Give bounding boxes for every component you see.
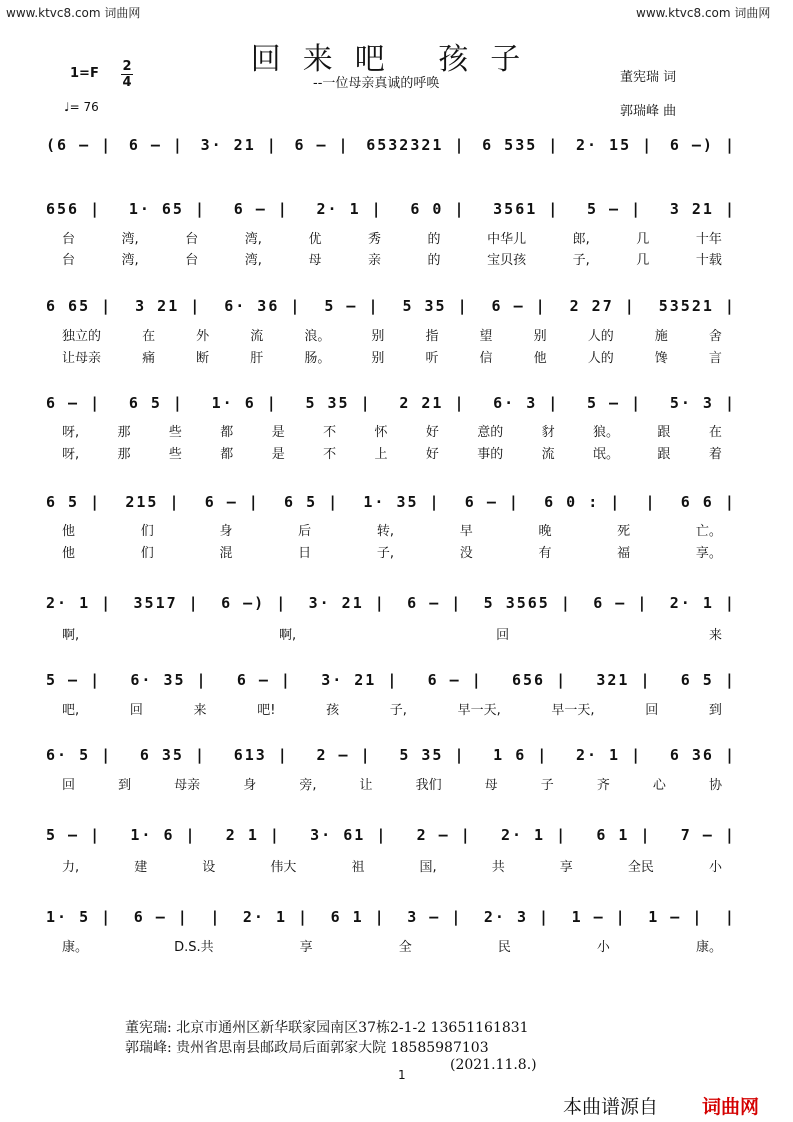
measure: 7 — | <box>680 826 736 844</box>
lyric-syllable: 望 <box>479 329 493 344</box>
measure: 6 — | <box>128 136 184 154</box>
lyric-syllable: 早一天, <box>551 703 595 718</box>
system-9 <box>46 822 736 848</box>
lyric-syllable: 在 <box>142 329 156 344</box>
system-lyrics-verse2 <box>62 347 722 366</box>
lyric-syllable: 亲 <box>367 253 381 268</box>
lyric-syllable: 吧, <box>62 703 80 718</box>
brand-logo: 词曲网 <box>702 1096 760 1118</box>
lyric-syllable: 些 <box>168 447 182 462</box>
system-notes <box>46 489 736 515</box>
measure: 6· 36 | <box>224 297 302 315</box>
system-lyrics-verse1 <box>62 624 722 643</box>
lyric-syllable: 子, <box>389 703 407 718</box>
lyric-syllable: 母 <box>308 253 322 268</box>
lyric-syllable: 母 <box>484 778 498 793</box>
measure: 6 — | <box>464 493 520 511</box>
page-number: 1 <box>398 1068 406 1082</box>
lyric-syllable: 啊, <box>62 628 80 643</box>
song-title: 回来吧 孩子 <box>250 42 543 77</box>
lyric-syllable: 是 <box>271 425 285 440</box>
lyric-syllable: 别 <box>533 329 547 344</box>
system-lyrics-verse1 <box>62 936 722 955</box>
lyric-syllable: 伟大 <box>270 860 297 875</box>
measure: 5 — | <box>324 297 380 315</box>
system-notes <box>46 667 736 693</box>
system-lyrics-verse1 <box>62 856 722 875</box>
lyric-syllable: 转, <box>376 524 395 539</box>
measure: 2 — | <box>416 826 472 844</box>
lyric-syllable: 力, <box>62 860 80 875</box>
lyricist-credit: 董宪瑞 词 <box>620 70 677 85</box>
measure: 6532321 | <box>366 136 466 154</box>
lyric-syllable: 回 <box>129 703 143 718</box>
lyric-syllable: 子, <box>572 253 590 268</box>
system-lyrics-verse2 <box>62 249 722 268</box>
measure: 5 3565 | <box>483 594 572 612</box>
lyric-syllable: 那 <box>117 425 131 440</box>
measure: 6 5 | <box>46 493 102 511</box>
lyric-syllable: 浪。 <box>304 329 331 344</box>
measure: 5 35 | <box>305 394 372 412</box>
measure: 53521 | <box>658 297 736 315</box>
measure: 1· 5 | <box>46 908 113 926</box>
measure: 6 6 | <box>680 493 736 511</box>
lyric-syllable: 台 <box>185 253 199 268</box>
footer-contact-composer: 郭瑞峰: 贵州省思南县邮政局后面郭家大院 18585987103 <box>125 1040 489 1056</box>
lyric-syllable: 施 <box>654 329 668 344</box>
measure: 2· 1 | <box>46 594 113 612</box>
lyric-syllable: 中华儿 <box>487 232 527 247</box>
lyric-syllable: 十年 <box>695 232 722 247</box>
lyric-syllable: 那 <box>117 447 131 462</box>
measure: 613 | <box>233 746 289 764</box>
measure: 3· 21 | <box>308 594 386 612</box>
lyric-syllable: 到 <box>708 703 722 718</box>
lyric-syllable: 几 <box>636 232 650 247</box>
lyric-syllable: 全 <box>398 940 412 955</box>
lyric-syllable: 后 <box>298 524 312 539</box>
measure: 5· 3 | <box>669 394 736 412</box>
lyric-syllable: 他 <box>533 351 547 366</box>
measure: 6 36 | <box>669 746 736 764</box>
lyric-syllable: 回 <box>496 628 510 643</box>
measure: 1· 35 | <box>363 493 441 511</box>
song-subtitle: --一位母亲真诚的呼唤 <box>313 76 440 91</box>
lyric-syllable: 吧! <box>257 703 276 718</box>
lyric-syllable: 的 <box>427 232 441 247</box>
lyric-syllable: 他 <box>62 546 76 561</box>
lyric-syllable: 们 <box>140 546 154 561</box>
lyric-syllable: 康。 <box>695 940 722 955</box>
system-6 <box>46 590 736 616</box>
measure: 6 0 : | <box>544 493 622 511</box>
measure: 6 0 | <box>410 200 466 218</box>
lyric-syllable: 祖 <box>351 860 365 875</box>
measure: 2· 1 | <box>669 594 736 612</box>
lyric-syllable: 豺 <box>541 425 555 440</box>
system-lyrics-verse1 <box>62 421 722 440</box>
measure: 2 — | <box>316 746 372 764</box>
lyric-syllable: 不 <box>323 425 337 440</box>
lyric-syllable: 们 <box>140 524 154 539</box>
lyric-syllable: 肝 <box>250 351 264 366</box>
system-5 <box>46 489 736 515</box>
lyric-syllable: 是 <box>271 447 285 462</box>
lyric-syllable: 事的 <box>477 447 504 462</box>
system-notes <box>46 590 736 616</box>
lyric-syllable: 子 <box>540 778 554 793</box>
measure: 5 35 | <box>402 297 469 315</box>
lyric-syllable: 有 <box>538 546 552 561</box>
measure: | <box>210 908 222 926</box>
system-notes <box>46 822 736 848</box>
lyric-syllable: 身 <box>219 524 233 539</box>
lyric-syllable: 没 <box>459 546 473 561</box>
lyric-syllable: 怀 <box>374 425 388 440</box>
lyric-syllable: 几 <box>636 253 650 268</box>
lyric-syllable: D.S.共 <box>174 940 214 955</box>
system-notes <box>46 390 736 416</box>
measure: 5 — | <box>587 394 643 412</box>
measure: 1· 6 | <box>130 826 197 844</box>
measure: 2· 1 | <box>316 200 383 218</box>
lyric-syllable: 享 <box>559 860 573 875</box>
lyric-syllable: 国, <box>419 860 437 875</box>
measure: 5 35 | <box>399 746 466 764</box>
time-sig-bottom: 4 <box>122 75 132 90</box>
lyric-syllable: 子, <box>376 546 395 561</box>
measure: 2· 1 | <box>500 826 568 844</box>
lyric-syllable: 优 <box>308 232 322 247</box>
lyric-syllable: 啊, <box>279 628 297 643</box>
lyric-syllable: 呀, <box>62 447 80 462</box>
measure: 2 27 | <box>569 297 636 315</box>
tempo-marking: ♩= 76 <box>64 100 99 114</box>
measure: 3· 61 | <box>310 826 388 844</box>
measure: 3 21 | <box>135 297 202 315</box>
measure: 6 — | <box>407 594 463 612</box>
lyric-syllable: 都 <box>220 425 234 440</box>
lyric-syllable: 狼。 <box>593 425 620 440</box>
lyric-syllable: 湾, <box>244 253 262 268</box>
lyric-syllable: 肠。 <box>304 351 331 366</box>
lyric-syllable: 的 <box>427 253 441 268</box>
lyric-syllable: 亡。 <box>695 524 722 539</box>
lyric-syllable: 心 <box>652 778 666 793</box>
lyric-syllable: 回 <box>62 778 76 793</box>
lyric-syllable: 小 <box>596 940 610 955</box>
measure: 656 | <box>512 671 568 689</box>
system-7 <box>46 667 736 693</box>
measure: 6 5 | <box>128 394 184 412</box>
measure: 3· 21 | <box>200 136 278 154</box>
source-label: 本曲谱源自 <box>563 1096 659 1118</box>
key-signature: 1=F <box>70 66 99 81</box>
lyric-syllable: 母亲 <box>174 778 201 793</box>
lyric-syllable: 郎, <box>572 232 590 247</box>
system-1 <box>46 132 736 158</box>
lyric-syllable: 别 <box>371 329 385 344</box>
measure: 6 535 | <box>482 136 560 154</box>
measure: 6 — | <box>233 200 289 218</box>
lyric-syllable: 上 <box>374 447 388 462</box>
watermark-left: www.ktvc8.com 词曲网 <box>6 6 141 20</box>
system-2 <box>46 196 736 222</box>
lyric-syllable: 全民 <box>627 860 654 875</box>
measure: 2· 1 | <box>242 908 310 926</box>
lyric-syllable: 言 <box>708 351 722 366</box>
measure: 1 — | <box>648 908 704 926</box>
lyric-syllable: 指 <box>425 329 439 344</box>
lyric-syllable: 早 <box>459 524 473 539</box>
lyric-syllable: 断 <box>196 351 210 366</box>
system-lyrics-verse2 <box>62 443 722 462</box>
measure: 2· 1 | <box>575 746 643 764</box>
lyric-syllable: 他 <box>62 524 76 539</box>
measure: 5 — | <box>587 200 643 218</box>
lyric-syllable: 台 <box>62 232 76 247</box>
measure: 2· 15 | <box>575 136 654 154</box>
system-10 <box>46 904 736 930</box>
measure: 321 | <box>596 671 652 689</box>
measure: 6 —) | <box>669 136 736 154</box>
measure: 6 — | <box>236 671 292 689</box>
measure: | <box>645 493 657 511</box>
lyric-syllable: 到 <box>118 778 132 793</box>
measure: 6 — | <box>593 594 649 612</box>
measure: | <box>724 908 736 926</box>
measure: (6 — | <box>46 136 113 154</box>
lyric-syllable: 痛 <box>142 351 156 366</box>
measure: 215 | <box>125 493 181 511</box>
measure: 6 35 | <box>139 746 207 764</box>
measure: 3517 | <box>133 594 200 612</box>
lyric-syllable: 湾, <box>244 232 262 247</box>
measure: 6 — | <box>294 136 350 154</box>
lyric-syllable: 好 <box>425 425 439 440</box>
measure: 2 1 | <box>225 826 281 844</box>
lyric-syllable: 外 <box>196 329 210 344</box>
measure: 5 — | <box>46 826 102 844</box>
time-sig-top: 2 <box>122 59 132 74</box>
lyric-syllable: 都 <box>220 447 234 462</box>
measure: 6· 35 | <box>130 671 208 689</box>
lyric-syllable: 来 <box>193 703 207 718</box>
measure: 3· 21 | <box>321 671 399 689</box>
lyric-syllable: 齐 <box>596 778 610 793</box>
system-notes <box>46 132 736 158</box>
system-8 <box>46 742 736 768</box>
lyric-syllable: 氓。 <box>593 447 620 462</box>
measure: 2· 3 | <box>483 908 551 926</box>
lyric-syllable: 意的 <box>477 425 504 440</box>
system-lyrics-verse1 <box>62 228 722 247</box>
lyric-syllable: 让 <box>359 778 373 793</box>
lyric-syllable: 福 <box>617 546 631 561</box>
lyric-syllable: 跟 <box>657 425 671 440</box>
system-4 <box>46 390 736 416</box>
measure: 1 6 | <box>493 746 549 764</box>
measure: 656 | <box>46 200 102 218</box>
lyric-syllable: 小 <box>708 860 722 875</box>
system-lyrics-verse1 <box>62 520 722 539</box>
lyric-syllable: 康。 <box>62 940 89 955</box>
lyric-syllable: 在 <box>708 425 722 440</box>
lyric-syllable: 混 <box>219 546 233 561</box>
lyric-syllable: 流 <box>541 447 555 462</box>
lyric-syllable: 享。 <box>695 546 722 561</box>
lyric-syllable: 宝贝孩 <box>487 253 527 268</box>
system-3 <box>46 293 736 319</box>
lyric-syllable: 民 <box>497 940 511 955</box>
measure: 2 21 | <box>399 394 466 412</box>
measure: 6 —) | <box>221 594 288 612</box>
system-notes <box>46 196 736 222</box>
measure: 6 — | <box>427 671 483 689</box>
measure: 6· 5 | <box>46 746 113 764</box>
system-lyrics-verse1 <box>62 325 722 344</box>
lyric-syllable: 好 <box>425 447 439 462</box>
lyric-syllable: 信 <box>479 351 493 366</box>
measure: 6 5 | <box>284 493 340 511</box>
lyric-syllable: 秀 <box>367 232 381 247</box>
lyric-syllable: 馋 <box>654 351 668 366</box>
time-signature <box>121 59 133 90</box>
lyric-syllable: 回 <box>645 703 659 718</box>
watermark-right: www.ktvc8.com 词曲网 <box>636 6 771 20</box>
measure: 1· 65 | <box>128 200 207 218</box>
lyric-syllable: 别 <box>371 351 385 366</box>
system-notes <box>46 293 736 319</box>
lyric-syllable: 日 <box>298 546 312 561</box>
lyric-syllable: 让母亲 <box>62 351 102 366</box>
lyric-syllable: 流 <box>250 329 264 344</box>
lyric-syllable: 跟 <box>657 447 671 462</box>
lyric-syllable: 孩 <box>326 703 340 718</box>
lyric-syllable: 着 <box>708 447 722 462</box>
measure: 3561 | <box>493 200 560 218</box>
lyric-syllable: 独立的 <box>62 329 102 344</box>
lyric-syllable: 早一天, <box>457 703 501 718</box>
system-lyrics-verse1 <box>62 774 722 793</box>
measure: 6 65 | <box>46 297 113 315</box>
lyric-syllable: 台 <box>62 253 76 268</box>
lyric-syllable: 人的 <box>587 351 614 366</box>
lyric-syllable: 呀, <box>62 425 80 440</box>
measure: 6 — | <box>46 394 102 412</box>
lyric-syllable: 舍 <box>708 329 722 344</box>
lyric-syllable: 建 <box>134 860 148 875</box>
lyric-syllable: 来 <box>708 628 722 643</box>
lyric-syllable: 十载 <box>695 253 722 268</box>
measure: 6 5 | <box>680 671 736 689</box>
lyric-syllable: 些 <box>168 425 182 440</box>
measure: 6 — | <box>491 297 547 315</box>
footer-contact-lyricist: 董宪瑞: 北京市通州区新华联家园南区37栋2-1-2 13651161831 <box>125 1020 529 1036</box>
lyric-syllable: 死 <box>617 524 631 539</box>
measure: 6 1 | <box>596 826 652 844</box>
measure: 1· 6 | <box>211 394 278 412</box>
measure: 6 1 | <box>330 908 386 926</box>
measure: 6 — | <box>204 493 260 511</box>
lyric-syllable: 我们 <box>415 778 442 793</box>
system-notes <box>46 904 736 930</box>
lyric-syllable: 设 <box>202 860 216 875</box>
measure: 6· 3 | <box>493 394 560 412</box>
lyric-syllable: 听 <box>425 351 439 366</box>
system-notes <box>46 742 736 768</box>
system-lyrics-verse2 <box>62 542 722 561</box>
lyric-syllable: 共 <box>491 860 505 875</box>
measure: 6 — | <box>133 908 189 926</box>
measure: 3 — | <box>407 908 463 926</box>
measure: 1 — | <box>571 908 627 926</box>
lyric-syllable: 晚 <box>538 524 552 539</box>
lyric-syllable: 协 <box>708 778 722 793</box>
lyric-syllable: 人的 <box>587 329 614 344</box>
lyric-syllable: 不 <box>323 447 337 462</box>
measure: 3 21 | <box>669 200 736 218</box>
measure: 5 — | <box>46 671 102 689</box>
footer-date: (2021.11.8.) <box>450 1057 537 1073</box>
lyric-syllable: 湾, <box>121 253 139 268</box>
lyric-syllable: 享 <box>299 940 313 955</box>
lyric-syllable: 湾, <box>121 232 139 247</box>
system-lyrics-verse1 <box>62 699 722 718</box>
lyric-syllable: 身 <box>243 778 257 793</box>
lyric-syllable: 旁, <box>299 778 317 793</box>
lyric-syllable: 台 <box>185 232 199 247</box>
composer-credit: 郭瑞峰 曲 <box>620 104 677 119</box>
